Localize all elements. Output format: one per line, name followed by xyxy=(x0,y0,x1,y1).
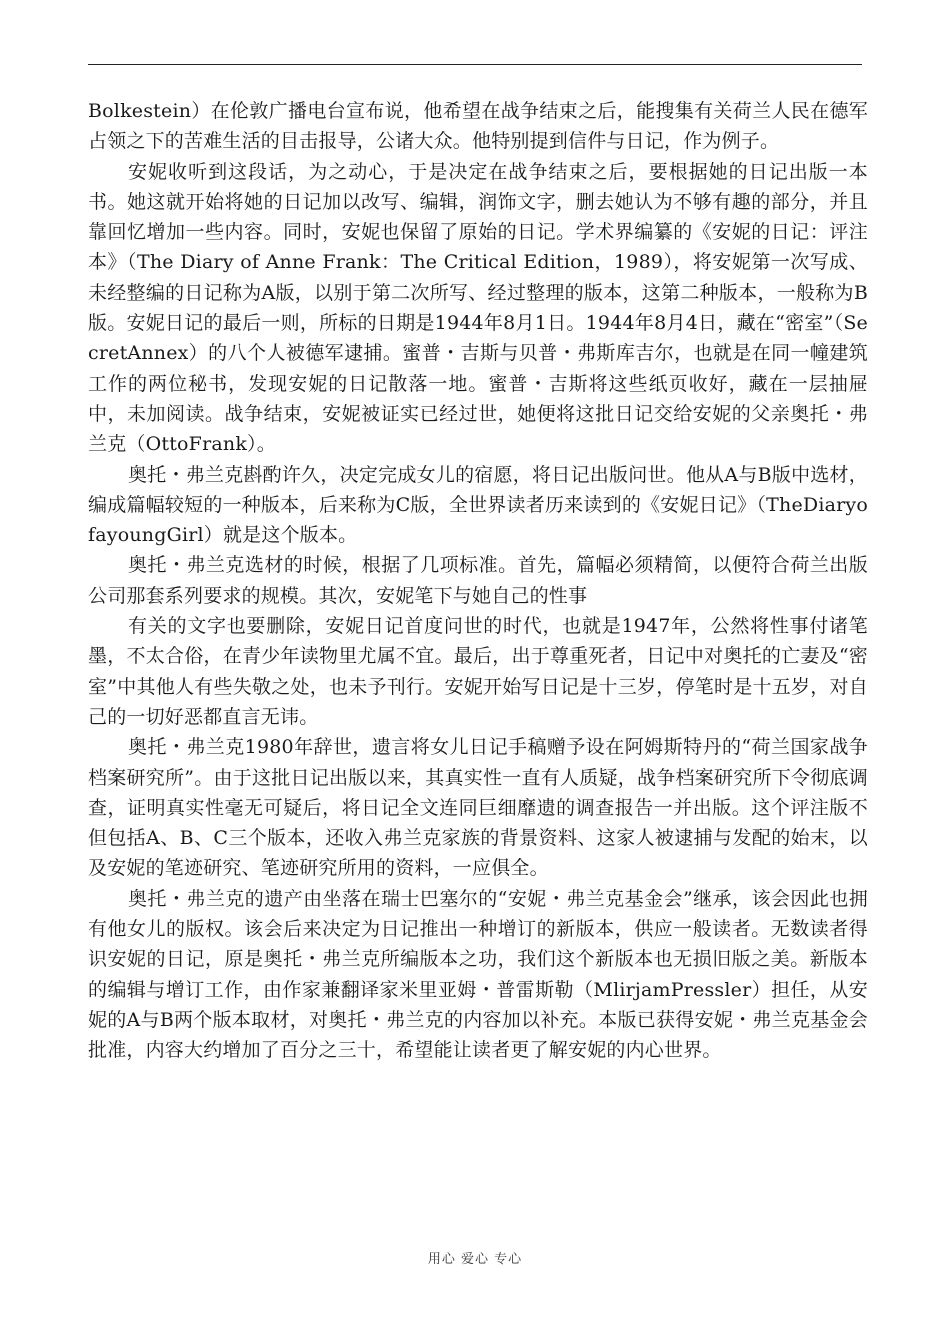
paragraph-4: 奥托・弗兰克选材的时候，根据了几项标准。首先，篇幅必须精简，以便符合荷兰出版公司那套系列要求的规模。其次，安妮笔下与她自己的性事 xyxy=(88,554,868,607)
header-rule xyxy=(88,64,862,65)
paragraph-3: 奥托・弗兰克斟酌许久，决定完成女儿的宿愿，将日记出版问世。他从A与B版中选材，编成篇幅较短的一种版本，后来称为C版，全世界读者历来读到的《安妮日记》（TheDiaryofayoungGirl）就是这个版本。 xyxy=(88,463,868,547)
paragraph-5: 有关的文字也要删除，安妮日记首度问世的时代，也就是1947年，公然将性事付诸笔墨，不太合俗，在青少年读物里尤属不宜。最后，出于尊重死者，日记中对奥托的亡妻及“密室”中其他人有些失敬之处，也未予刊行。安妮开始写日记是十三岁，停笔时是十五岁，对自己的一切好恶都直言无讳。 xyxy=(88,615,868,728)
paragraph-2: 安妮收听到这段话，为之动心，于是决定在战争结束之后，要根据她的日记出版一本书。她这就开始将她的日记加以改写、编辑，润饰文字，删去她认为不够有趣的部分，并且靠回忆增加一些内容。同时，安妮也保留了原始的日记。学术界编纂的《安妮的日记：评注本》（The Diary of Anne Frank：The Critical Edition，1989），将安妮第一次写成、未经整编的日记称为A版，以别于第二次所写、经过整理的版本，这第二种版本，一般称为B版。安妮日记的最后一则，所标的日期是1944年8月1日。1944年8月4日，藏在“密室”（SecretAnnex）的八个人被德军逮捕。蜜普・吉斯与贝普・弗斯库吉尔，也就是在同一幢建筑工作的两位秘书，发现安妮的日记散落一地。蜜普・吉斯将这些纸页收好，藏在一层抽屉中，未加阅读。战争结束，安妮被证实已经过世，她便将这批日记交给安妮的父亲奥托・弗兰克（OttoFrank）。 xyxy=(88,160,868,456)
page-footer: 用心 爱心 专心 xyxy=(427,1252,523,1267)
paragraph-1: Bolkestein）在伦敦广播电台宣布说，他希望在战争结束之后，能搜集有关荷兰人民在德军占领之下的苦难生活的目击报导，公诸大众。他特别提到信件与日记，作为例子。 xyxy=(88,100,868,153)
document-body xyxy=(88,96,868,1066)
paragraph-7: 奥托・弗兰克的遗产由坐落在瑞士巴塞尔的“安妮・弗兰克基金会”继承，该会因此也拥有他女儿的版权。该会后来决定为日记推出一种增订的新版本，供应一般读者。无数读者得识安妮的日记，原是奥托・弗兰克所编版本之功，我们这个新版本也无损旧版之美。新版本的编辑与增订工作，由作家兼翻译家米里亚姆・普雷斯勒（MlirjamPressler）担任，从安妮的A与B两个版本取材，对奥托・弗兰克的内容加以补充。本版已获得安妮・弗兰克基金会批准，内容大约增加了百分之三十，希望能让读者更了解安妮的内心世界。 xyxy=(88,887,868,1062)
paragraph-6: 奥托・弗兰克1980年辞世，遗言将女儿日记手稿赠予设在阿姆斯特丹的“荷兰国家战争档案研究所”。由于这批日记出版以来，其真实性一直有人质疑，战争档案研究所下令彻底调查，证明真实性毫无可疑后，将日记全文连同巨细靡遗的调查报告一并出版。这个评注版不但包括A、B、C三个版本，还收入弗兰克家族的背景资料、这家人被逮捕与发配的始末，以及安妮的笔迹研究、笔迹研究所用的资料，一应俱全。 xyxy=(88,736,868,880)
